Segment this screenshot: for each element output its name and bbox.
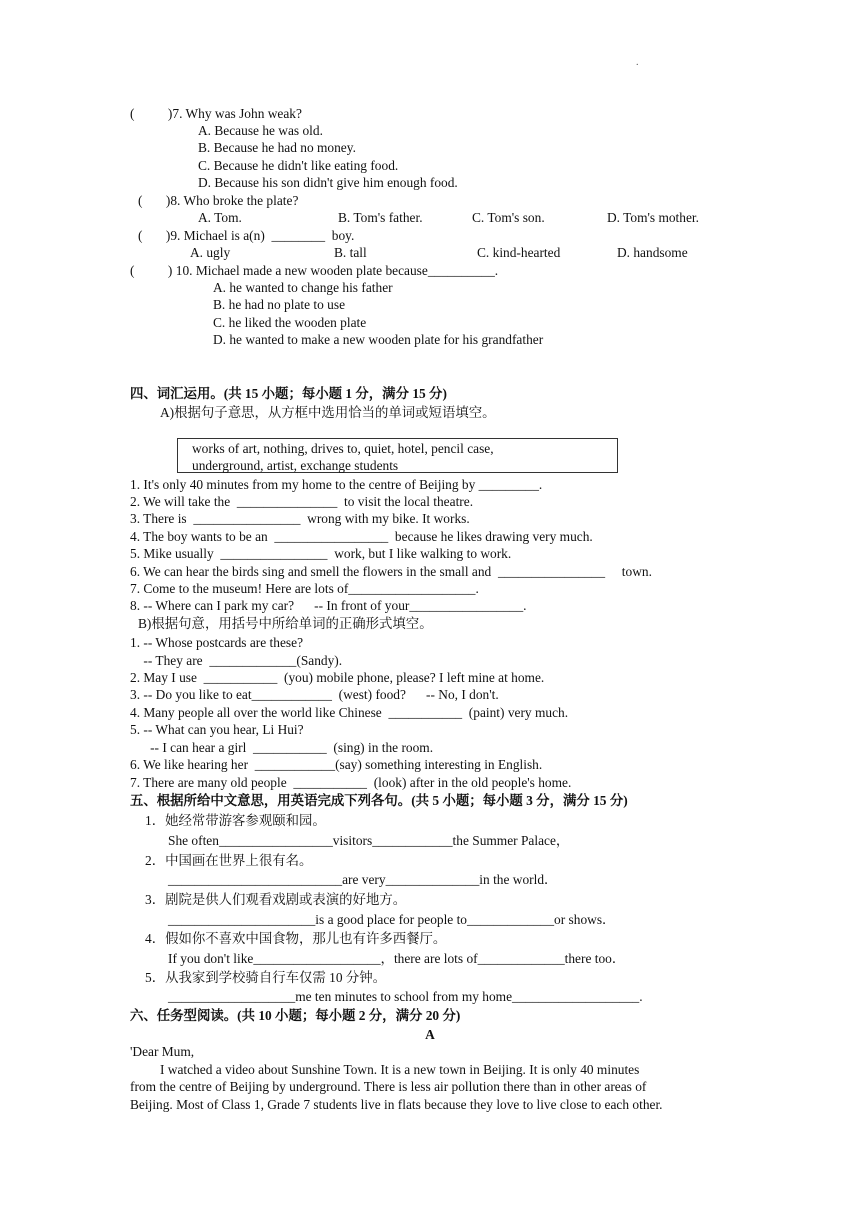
part4-a-item-4: 4. The boy wants to be an _________________ because he likes drawing very much. [130,529,593,544]
part5-item-1-en: She often_________________visitors____________the Summer Palace， [168,833,570,848]
part4-b-item-6: 6. We like hearing her ____________(say) something interesting in English. [130,757,543,772]
part4-b-instruction: B)根据句意，用括号中所给单词的正确形式填空。 [138,616,433,631]
part5-item-2-cn: 2．中国画在世界上很有名。 [145,853,313,868]
part4-a-instruction: A)根据句子意思，从方框中选用恰当的单词或短语填空。 [160,405,496,420]
part4-a-item-3: 3. There is ________________ wrong with my bike. It works. [130,511,470,526]
part5-heading: 五、根据所给中文意思，用英语完成下列各句。(共 5 小题；每小题 3 分，满分 15 分) [130,793,628,808]
part4-b-item-4: 4. Many people all over the world like Chinese ___________ (paint) very much. [130,705,569,720]
part5-item-5-cn: 5．从我家到学校骑自行车仅需 10 分钟。 [145,970,387,985]
q10-option-a: A. he wanted to change his father [213,280,393,295]
part4-a-item-6: 6. We can hear the birds sing and smell the flowers in the small and ________________ town. [130,564,652,579]
q8-option-a: A. Tom. [198,210,242,225]
q7-option-c: C. Because he didn't like eating food. [198,158,399,173]
part4-b-item-5-answer: -- I can hear a girl ___________ (sing) in the room. [130,740,434,755]
q10-option-b: B. he had no plate to use [213,297,346,312]
letter-para-line1: I watched a video about Sunshine Town. It is a new town in Beijing. It is only 40 minutes [160,1062,640,1077]
q10-stem: ( ) 10. Michael made a new wooden plate because__________. [130,263,499,278]
q7-option-b: B. Because he had no money. [198,140,356,155]
q9-option-b: B. tall [334,245,367,260]
part5-item-2-en: __________________________are very______________in the world． [168,872,558,887]
q9-stem: ( )9. Michael is a(n) ________ boy. [138,228,355,243]
part4-b-item-5: 5. -- What can you hear, Li Hui? [130,722,304,737]
word-box-line1: works of art, nothing, drives to, quiet, hotel, pencil case, [192,441,494,456]
part4-b-item-7: 7. There are many old people ___________ (look) after in the old people's home. [130,775,572,790]
part5-item-4-cn: 4．假如你不喜欢中国食物，那儿也有许多西餐厅。 [145,931,447,946]
q10-option-c: C. he liked the wooden plate [213,315,367,330]
letter-para-line3: Beijing. Most of Class 1, Grade 7 students live in flats because they love to live close to each other. [130,1097,663,1112]
q9-option-a: A. ugly [190,245,231,260]
part4-a-item-5: 5. Mike usually ________________ work, but I like walking to work. [130,546,512,561]
q8-option-d: D. Tom's mother. [607,210,699,225]
q8-option-b: B. Tom's father. [338,210,423,225]
letter-para-line2: from the centre of Beijing by underground. There is less air pollution there than in other areas of [130,1079,647,1094]
part6-heading: 六、任务型阅读。(共 10 小题；每小题 2 分，满分 20 分) [130,1008,461,1023]
q9-option-d: D. handsome [617,245,688,260]
part5-item-4-en: If you don't like___________________，there are lots of_____________there too． [168,951,626,966]
part4-b-item-2: 2. May I use ___________ (you) mobile phone, please? I left mine at home. [130,670,545,685]
q7-option-a: A. Because he was old. [198,123,323,138]
q8-option-c: C. Tom's son. [472,210,545,225]
part5-item-1-cn: 1．她经常带游客参观颐和园。 [145,813,326,828]
part5-item-3-cn: 3．剧院是供人们观看戏剧或表演的好地方。 [145,892,407,907]
part4-b-item-1: 1. -- Whose postcards are these? [130,635,304,650]
q9-option-c: C. kind-hearted [477,245,561,260]
part4-heading: 四、词汇运用。(共 15 小题；每小题 1 分，满分 15 分) [130,386,447,401]
part4-a-item-7: 7. Come to the museum! Here are lots of___________________. [130,581,479,596]
part4-a-item-1: 1. It's only 40 minutes from my home to the centre of Beijing by _________. [130,477,543,492]
part4-a-item-8: 8. -- Where can I park my car? -- In front of your_________________. [130,598,527,613]
part4-b-item-3: 3. -- Do you like to eat____________ (west) food? -- No, I don't. [130,687,499,702]
q7-option-d: D. Because his son didn't give him enough food. [198,175,458,190]
q7-stem: ( )7. Why was John weak? [130,106,302,121]
q10-option-d: D. he wanted to make a new wooden plate for his grandfather [213,332,544,347]
part4-a-item-2: 2. We will take the _______________ to visit the local theatre. [130,494,474,509]
part5-item-3-en: ______________________is a good place for people to_____________or shows． [168,912,616,927]
q8-stem: ( )8. Who broke the plate? [138,193,299,208]
part6-section-label: A [425,1027,435,1042]
word-box-line2: underground, artist, exchange students [192,458,399,473]
header-mark: . [636,57,639,68]
part5-item-5-en: ___________________me ten minutes to school from my home___________________. [168,989,643,1004]
letter-greeting: 'Dear Mum, [130,1044,195,1059]
part4-b-item-1-answer: -- They are _____________(Sandy). [130,653,343,668]
